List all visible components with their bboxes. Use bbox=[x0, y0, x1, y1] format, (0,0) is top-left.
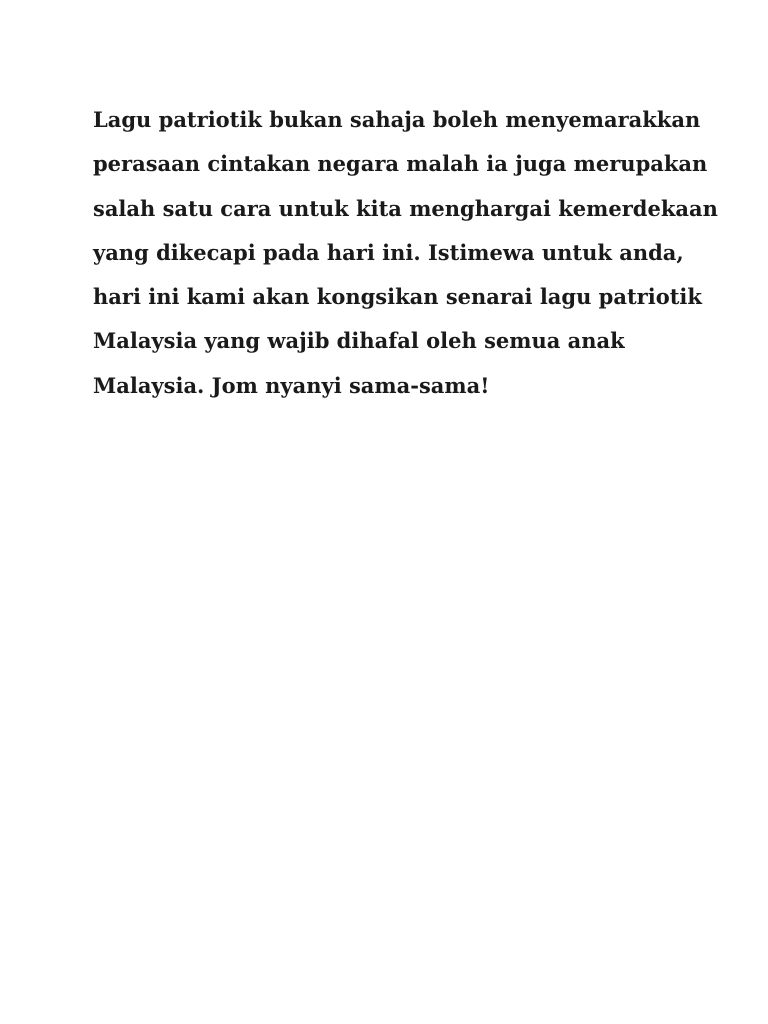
paragraph-line: salah satu cara untuk kita menghargai kemerdekaan bbox=[93, 195, 718, 221]
paragraph-line: hari ini kami akan kongsikan senarai lagu patriotik bbox=[93, 284, 702, 310]
paragraph-line: Malaysia yang wajib dihafal oleh semua anak bbox=[93, 328, 625, 354]
paragraph-line: yang dikecapi pada hari ini. Istimewa untuk anda, bbox=[93, 239, 684, 265]
body-paragraph bbox=[93, 98, 718, 408]
paragraph-line: Malaysia. Jom nyanyi sama-sama! bbox=[93, 372, 490, 398]
paragraph-line: perasaan cintakan negara malah ia juga merupakan bbox=[93, 151, 708, 177]
paragraph-line: Lagu patriotik bukan sahaja boleh menyemarakkan bbox=[93, 107, 701, 132]
